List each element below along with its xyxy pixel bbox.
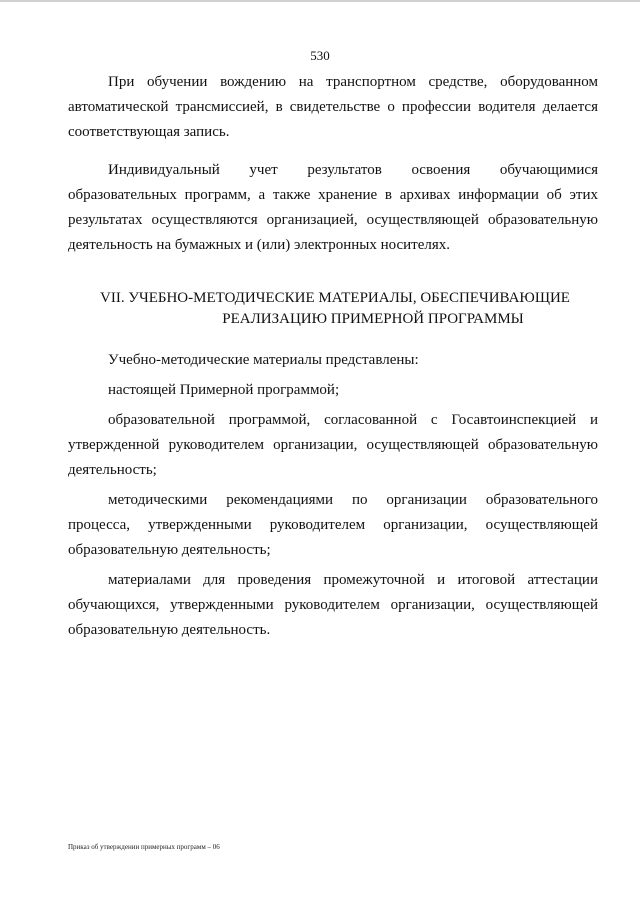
section-heading-line1: VII. УЧЕБНО-МЕТОДИЧЕСКИЕ МАТЕРИАЛЫ, ОБЕСПЕЧИВАЮЩИЕ: [100, 290, 570, 306]
paragraph-individual-record: Индивидуальный учет результатов освоения обучающимися образовательных программ, а также хранение в архивах информации об этих результатах осуществляются организацией, осуществляющей образовательную деятельность на бумажных и (или) электронных носителях.: [68, 162, 598, 253]
section-intro: Учебно-методические материалы представлены:: [108, 352, 419, 368]
list-item: материалами для проведения промежуточной и итоговой аттестации обучающихся, утвержденными руководителем организации, осуществляющей образовательную деятельность.: [68, 572, 598, 638]
page-top-edge: [0, 0, 640, 2]
paragraph-transmission-note: При обучении вождению на транспортном средстве, оборудованном автоматической трансмиссией, в свидетельстве о профессии водителя делается соответствующая запись.: [68, 74, 598, 140]
section-heading-line2: РЕАЛИЗАЦИЮ ПРИМЕРНОЙ ПРОГРАММЫ: [222, 311, 524, 327]
list-item: методическими рекомендациями по организации образовательного процесса, утвержденными руководителем организации, осуществляющей образовательную деятельность;: [68, 492, 598, 558]
document-body: [68, 70, 598, 643]
section-body: [68, 348, 598, 643]
document-footer: Приказ об утверждении примерных программ – 06: [68, 843, 220, 851]
list-item: образовательной программой, согласованной с Госавтоинспекцией и утвержденной руководителем организации, осуществляющей образовательную деятельность;: [68, 412, 598, 478]
section-heading: [68, 288, 598, 330]
list-item: настоящей Примерной программой;: [108, 382, 340, 398]
page-number: 530: [310, 48, 330, 63]
